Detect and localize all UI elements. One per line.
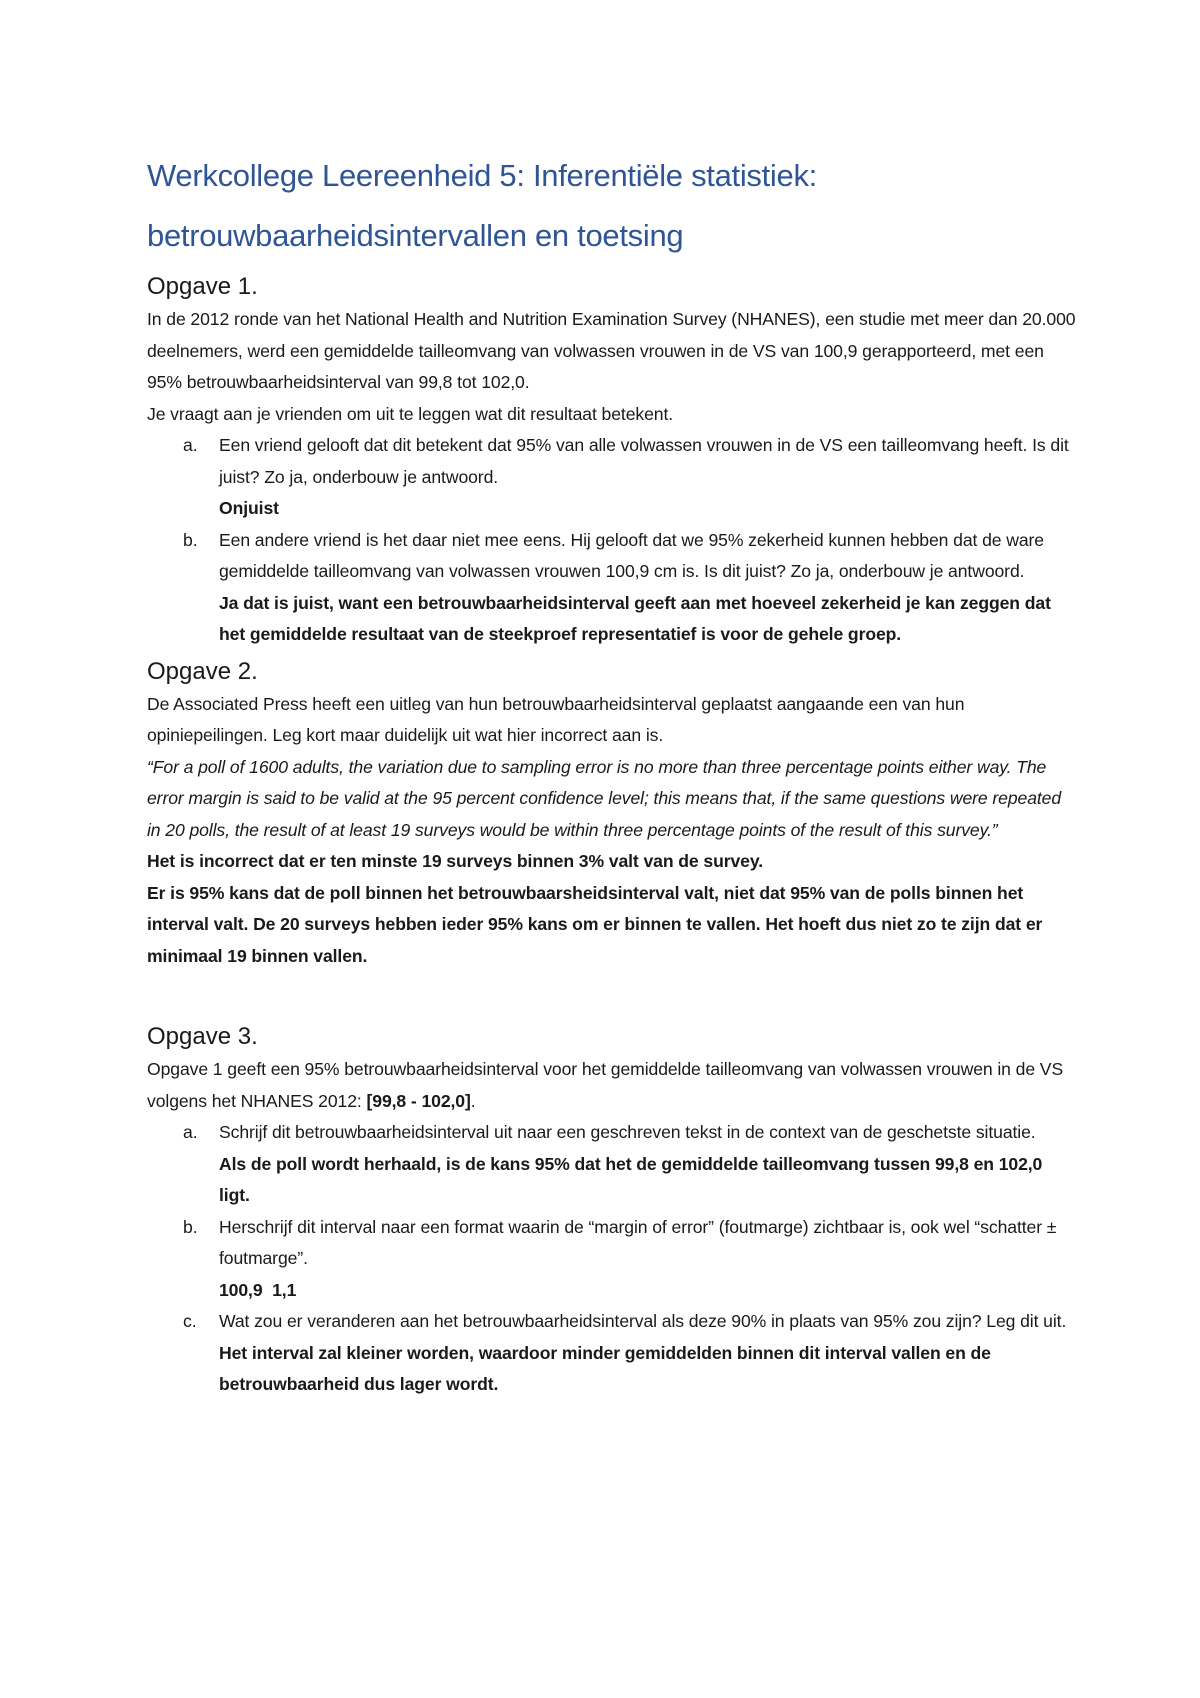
opgave-1-question-list: [147, 430, 1077, 651]
item-marker: c.: [183, 1311, 197, 1331]
document-page: [147, 146, 1077, 1401]
opgave-1-item-b: [147, 525, 1077, 651]
opgave-3-item-a: [147, 1117, 1077, 1212]
title-line-1: Werkcollege Leereenheid 5: Inferentiële statistiek:: [147, 158, 817, 193]
answer-text: Onjuist: [219, 498, 279, 518]
answer-text: Ja dat is juist, want een betrouwbaarheidsinterval geeft aan met hoeveel zekerheid je kan zeggen dat het gemiddelde resultaat van de steekproef representatief is voor de gehele groep.: [219, 592, 1051, 644]
answer-text: 100,9 1,1: [219, 1279, 297, 1300]
opgave-1-item-a: [147, 430, 1077, 525]
opgave-1-heading: Opgave 1.: [147, 273, 258, 300]
item-marker: a.: [183, 435, 198, 455]
answer-text: Het interval zal kleiner worden, waardoor minder gemiddelden binnen dit interval vallen en de betrouwbaarheid dus lager wordt.: [219, 1342, 991, 1394]
question-text: Wat zou er veranderen aan het betrouwbaarheidsinterval als deze 90% in plaats van 95% zou zijn? Leg dit uit.: [219, 1311, 1067, 1331]
opgave-3-question-list: [147, 1117, 1077, 1401]
opgave-3-intro-interval: [99,8 - 102,0]: [366, 1090, 471, 1111]
opgave-2-quote: “For a poll of 1600 adults, the variation due to sampling error is no more than three percentage points either way. The error margin is said to be valid at the 95 percent confidence level; this means that, if the same questions were repeated in 20 polls, the result of at least 19 surveys would be within three percentage points of the result of this survey.”: [147, 756, 1062, 840]
question-text: Herschrijf dit interval naar een format waarin de “margin of error” (foutmarge) zichtbaar is, ook wel “schatter ± foutmarge”.: [219, 1216, 1057, 1268]
title-line-2: betrouwbaarheidsintervallen en toetsing: [147, 218, 684, 253]
opgave-2-answer-1: Het is incorrect dat er ten minste 19 surveys binnen 3% valt van de survey.: [147, 851, 764, 871]
opgave-1-intro: In de 2012 ronde van het National Health and Nutrition Examination Survey (NHANES), een studie met meer dan 20.000 deelnemers, werd een gemiddelde tailleomvang van volwassen vrouwen in de VS van 100,9 gerapporteerd, met een 95% betrouwbaarheidsinterval van 99,8 tot 102,0.: [147, 309, 1076, 392]
question-text: Een vriend gelooft dat dit betekent dat 95% van alle volwassen vrouwen in de VS een tailleomvang heeft. Is dit juist? Zo ja, onderbouw je antwoord.: [219, 435, 1069, 487]
opgave-3-intro: [147, 1054, 1077, 1117]
question-text: Een andere vriend is het daar niet mee eens. Hij gelooft dat we 95% zekerheid kunnen hebben dat de ware gemiddelde tailleomvang van volwassen vrouwen 100,9 cm is. Is dit juist? Zo ja, onderbouw je antwoord.: [219, 529, 1044, 581]
opgave-3-section: [147, 1016, 1077, 1401]
answer-text: Als de poll wordt herhaald, is de kans 95% dat het de gemiddelde tailleomvang tussen 99,8 en 102,0 ligt.: [219, 1153, 1043, 1205]
opgave-3-intro-text: Opgave 1 geeft een 95% betrouwbaarheidsinterval voor het gemiddelde tailleomvang van volwassen vrouwen in de VS volgens het NHANES 2012:: [147, 1059, 1064, 1111]
opgave-1-intro-2: Je vraagt aan je vrienden om uit te leggen wat dit resultaat betekent.: [147, 403, 674, 424]
opgave-2-answer-2: Er is 95% kans dat de poll binnen het betrouwbaarsheidsinterval valt, niet dat 95% van de polls binnen het interval valt. De 20 surveys hebben ieder 95% kans om er binnen te vallen. Het hoeft dus niet zo te zijn dat er minimaal 19 binnen vallen.: [147, 882, 1043, 966]
opgave-1-section: [147, 266, 1077, 651]
opgave-2-section: [147, 651, 1077, 973]
opgave-3-intro-end: .: [470, 1090, 476, 1111]
opgave-3-item-b: [147, 1212, 1077, 1307]
opgave-3-heading: Opgave 3.: [147, 1023, 258, 1050]
question-text: Schrijf dit betrouwbaarheidsinterval uit naar een geschreven tekst in de context van de geschetste situatie.: [219, 1122, 1036, 1142]
document-title: [147, 146, 1077, 266]
item-marker: b.: [183, 529, 198, 550]
item-marker: a.: [183, 1122, 198, 1142]
opgave-2-intro: De Associated Press heeft een uitleg van hun betrouwbaarheidsinterval geplaatst aangaande een van hun opiniepeilingen. Leg kort maar duidelijk uit wat hier incorrect aan is.: [147, 693, 965, 745]
item-marker: b.: [183, 1216, 198, 1237]
opgave-2-heading: Opgave 2.: [147, 657, 258, 685]
opgave-3-item-c: [147, 1306, 1077, 1401]
